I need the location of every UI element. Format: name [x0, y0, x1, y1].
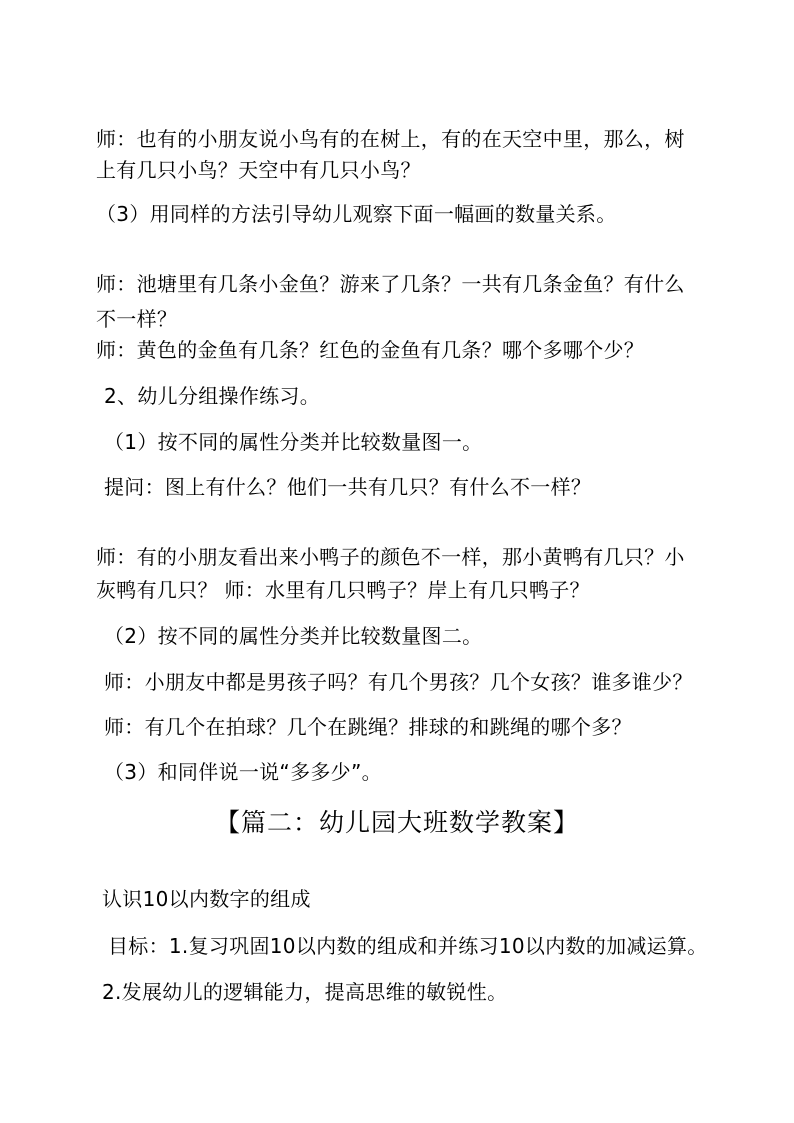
paragraph-line: （1）按不同的属性分类并比较数量图一。: [104, 430, 483, 454]
paragraph-line: （3）用同样的方法引导幼儿观察下面一幅画的数量关系。: [96, 202, 617, 226]
paragraph-line: 师：也有的小朋友说小鸟有的在树上，有的在天空中里，那么，树: [96, 127, 685, 151]
paragraph-line: 灰鸭有几只？ 师：水里有几只鸭子？岸上有几只鸭子？: [96, 578, 590, 602]
paragraph-line: 提问：图上有什么？他们一共有几只？有什么不一样？: [104, 475, 592, 499]
paragraph-line: 不一样？: [96, 307, 178, 331]
paragraph-line: （3）和同伴说一说“多多少”。: [104, 760, 382, 784]
paragraph-line: 师：黄色的金鱼有几条？红色的金鱼有几条？哪个多哪个少？: [96, 338, 645, 362]
paragraph-line: 2、幼儿分组操作练习。: [104, 384, 321, 408]
paragraph-line: 师：有的小朋友看出来小鸭子的颜色不一样，那小黄鸭有几只？小: [96, 545, 685, 569]
section-title-line: 认识10以内数字的组成: [102, 887, 311, 911]
goal-line: 2.发展幼儿的逻辑能力，提高思维的敏锐性。: [102, 980, 508, 1004]
paragraph-line: 师：池塘里有几条小金鱼？游来了几条？一共有几条金鱼？有什么: [96, 272, 685, 296]
section-heading: 【篇二：幼儿园大班数学教案】: [214, 808, 579, 837]
paragraph-line: 上有几只小鸟？天空中有几只小鸟？: [96, 158, 421, 182]
goal-line: 目标：1.复习巩固10以内数的组成和并练习10以内数的加减运算。: [108, 934, 708, 958]
paragraph-line: （2）按不同的属性分类并比较数量图二。: [104, 624, 483, 648]
paragraph-line: 师：有几个在拍球？几个在跳绳？排球的和跳绳的哪个多？: [104, 715, 632, 739]
paragraph-line: 师：小朋友中都是男孩子吗？有几个男孩？几个女孩？谁多谁少？: [104, 670, 693, 694]
